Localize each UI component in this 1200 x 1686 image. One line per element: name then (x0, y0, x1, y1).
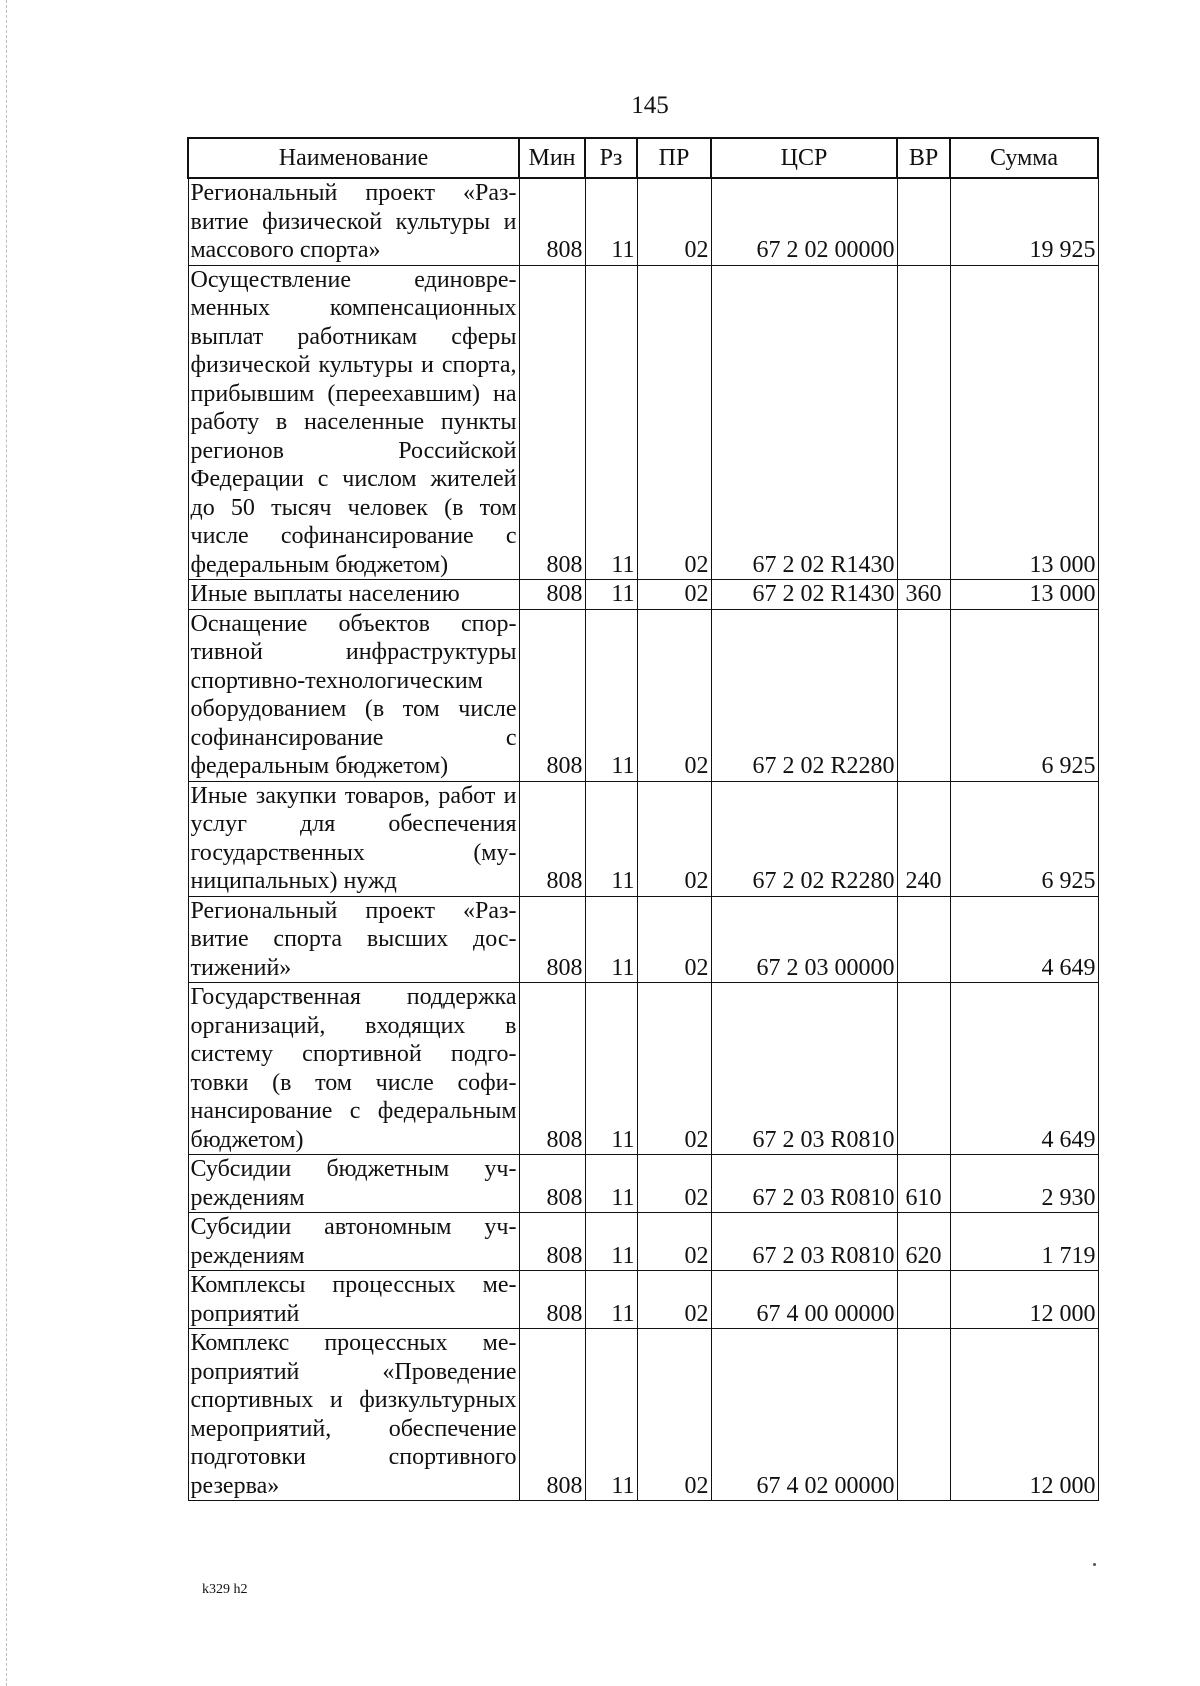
row-pr: 02 (637, 1155, 711, 1213)
row-pr: 02 (637, 178, 711, 265)
row-csr: 67 2 02 R2280 (711, 781, 897, 896)
row-name: Региональный проект «Развитие физической культуры и массового спорта» (188, 178, 519, 265)
header-row (188, 138, 1098, 178)
row-rz: 11 (585, 609, 637, 781)
row-vr (897, 265, 950, 580)
row-sum: 4 649 (950, 896, 1098, 983)
header-rz: Рз (585, 138, 637, 178)
row-vr: 360 (897, 580, 950, 610)
row-min: 808 (519, 1271, 585, 1329)
row-csr: 67 2 02 00000 (711, 178, 897, 265)
row-sum: 13 000 (950, 580, 1098, 610)
row-pr: 02 (637, 781, 711, 896)
table-row (188, 265, 1098, 580)
row-vr (897, 178, 950, 265)
row-csr: 67 2 02 R2280 (711, 609, 897, 781)
header-csr: ЦСР (711, 138, 897, 178)
table-header (188, 138, 1098, 178)
row-name: Региональный проект «Развитие спорта высших достижений» (188, 896, 519, 983)
row-sum: 13 000 (950, 265, 1098, 580)
row-rz: 11 (585, 265, 637, 580)
row-pr: 02 (637, 983, 711, 1155)
row-name: Иные выплаты населению (188, 580, 519, 610)
row-sum: 2 930 (950, 1155, 1098, 1213)
row-rz: 11 (585, 896, 637, 983)
row-vr (897, 1329, 950, 1501)
row-csr: 67 2 02 R1430 (711, 265, 897, 580)
row-vr: 240 (897, 781, 950, 896)
row-min: 808 (519, 1213, 585, 1271)
table-row (188, 609, 1098, 781)
row-min: 808 (519, 896, 585, 983)
row-rz: 11 (585, 1271, 637, 1329)
row-rz: 11 (585, 781, 637, 896)
row-csr: 67 2 02 R1430 (711, 580, 897, 610)
row-vr: 620 (897, 1213, 950, 1271)
row-vr: 610 (897, 1155, 950, 1213)
row-name: Оснащение объектов спортивной инфраструктуры спортивно-технологическим оборудованием (в том числе софинансирование с федеральным бюджетом) (188, 609, 519, 781)
row-csr: 67 2 03 R0810 (711, 1155, 897, 1213)
row-name: Субсидии бюджетным учреждениям (188, 1155, 519, 1213)
row-csr: 67 4 02 00000 (711, 1329, 897, 1501)
row-name: Комплексы процессных мероприятий (188, 1271, 519, 1329)
table-row (188, 1155, 1098, 1213)
row-csr: 67 4 00 00000 (711, 1271, 897, 1329)
row-sum: 12 000 (950, 1329, 1098, 1501)
row-min: 808 (519, 178, 585, 265)
row-sum: 1 719 (950, 1213, 1098, 1271)
row-sum: 6 925 (950, 781, 1098, 896)
row-name: Осуществление единовременных компенсационных выплат работникам сферы физической культуры и спорта, прибывшим (переехавшим) на работу в населенные пункты регионов Российской Федерации с числом жителей до 50 тысяч человек (в том числе софинансирование с федеральным бюджетом) (188, 265, 519, 580)
row-sum: 4 649 (950, 983, 1098, 1155)
row-rz: 11 (585, 1329, 637, 1501)
table-row (188, 580, 1098, 610)
document-code: k329 h2 (202, 1582, 248, 1597)
table-body (188, 178, 1098, 1501)
row-name: Комплекс процессных мероприятий «Проведение спортивных и физкультурных мероприятий, обеспечение подготовки спортивного резерва» (188, 1329, 519, 1501)
row-pr: 02 (637, 580, 711, 610)
page-number: 145 (631, 92, 669, 119)
table-row (188, 1213, 1098, 1271)
table-row (188, 983, 1098, 1155)
row-min: 808 (519, 580, 585, 610)
row-name: Субсидии автономным учреждениям (188, 1213, 519, 1271)
row-csr: 67 2 03 00000 (711, 896, 897, 983)
row-vr (897, 609, 950, 781)
row-name: Иные закупки товаров, работ и услуг для обеспечения государственных (муниципальных) нужд (188, 781, 519, 896)
row-rz: 11 (585, 983, 637, 1155)
row-csr: 67 2 03 R0810 (711, 1213, 897, 1271)
table-row (188, 781, 1098, 896)
row-min: 808 (519, 609, 585, 781)
header-name: Наименование (188, 138, 519, 178)
row-pr: 02 (637, 265, 711, 580)
row-pr: 02 (637, 609, 711, 781)
table-row (188, 1271, 1098, 1329)
scan-edge-line (6, 0, 7, 1686)
row-pr: 02 (637, 896, 711, 983)
budget-table (187, 137, 1099, 1501)
row-vr (897, 1271, 950, 1329)
row-sum: 19 925 (950, 178, 1098, 265)
row-pr: 02 (637, 1213, 711, 1271)
header-sum: Сумма (950, 138, 1098, 178)
table-row (188, 896, 1098, 983)
header-vr: ВР (897, 138, 950, 178)
header-min: Мин (519, 138, 585, 178)
row-min: 808 (519, 1155, 585, 1213)
row-vr (897, 896, 950, 983)
row-min: 808 (519, 781, 585, 896)
table-row (188, 1329, 1098, 1501)
row-min: 808 (519, 983, 585, 1155)
row-rz: 11 (585, 178, 637, 265)
row-name: Государственная поддержка организаций, входящих в систему спортивной подготовки (в том числе софинансирование с федеральным бюджетом) (188, 983, 519, 1155)
row-rz: 11 (585, 580, 637, 610)
scan-speck (1093, 1563, 1096, 1566)
row-min: 808 (519, 1329, 585, 1501)
row-min: 808 (519, 265, 585, 580)
header-pr: ПР (637, 138, 711, 178)
table-row (188, 178, 1098, 265)
row-vr (897, 983, 950, 1155)
row-rz: 11 (585, 1213, 637, 1271)
row-pr: 02 (637, 1329, 711, 1501)
row-sum: 6 925 (950, 609, 1098, 781)
row-sum: 12 000 (950, 1271, 1098, 1329)
row-csr: 67 2 03 R0810 (711, 983, 897, 1155)
row-rz: 11 (585, 1155, 637, 1213)
row-pr: 02 (637, 1271, 711, 1329)
